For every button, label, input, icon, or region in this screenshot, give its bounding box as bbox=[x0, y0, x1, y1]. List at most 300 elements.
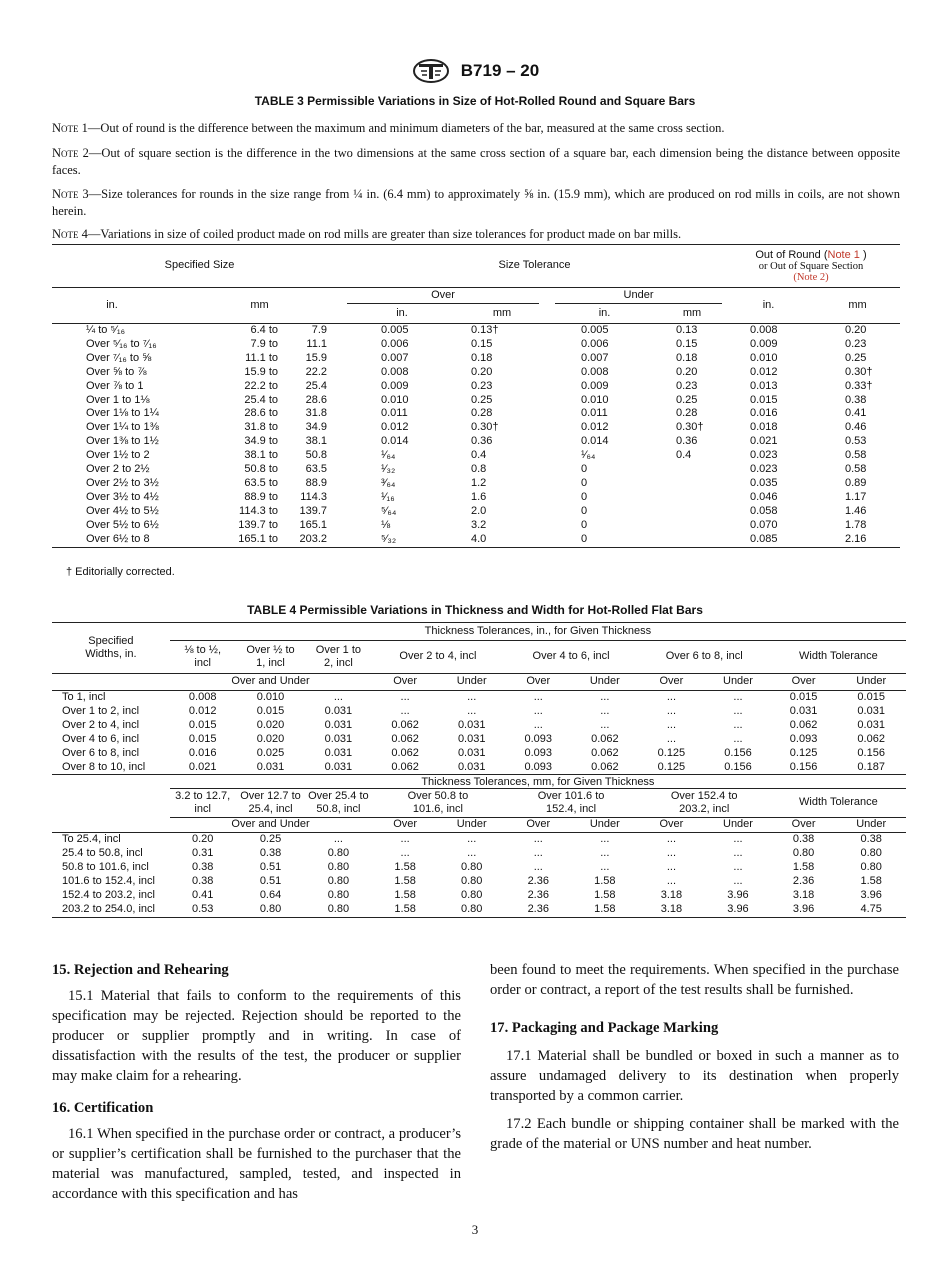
table-cell: 0.80 bbox=[460, 861, 483, 874]
table-cell: ... bbox=[733, 847, 743, 860]
table4-in-span-row bbox=[52, 623, 906, 641]
table-cell: 3.18 bbox=[660, 888, 683, 901]
table-cell: 0.80 bbox=[305, 903, 371, 917]
mm-under: Under bbox=[705, 818, 771, 833]
table-cell: 7.9 bbox=[311, 324, 327, 336]
in-over: Over bbox=[771, 674, 837, 691]
table-cell: 0.30† bbox=[471, 421, 499, 434]
table-cell: To 25.4, incl bbox=[62, 833, 121, 846]
table-cell: 22.2 to bbox=[244, 379, 278, 392]
table-cell: Over ⁷⁄₁₆ to ⅝ bbox=[86, 351, 152, 364]
in-over-and-under: Over and Under bbox=[170, 674, 372, 691]
table-cell: ... bbox=[600, 718, 610, 731]
table-cell: 0.010 bbox=[256, 691, 285, 703]
table-cell bbox=[662, 491, 722, 505]
table-cell: 31.8 bbox=[305, 407, 327, 420]
table-cell: 3.96 bbox=[771, 903, 837, 917]
table-cell: 0.062 bbox=[591, 732, 619, 745]
table-cell: 34.9 bbox=[305, 421, 327, 434]
table-cell bbox=[662, 463, 722, 477]
table-row bbox=[52, 366, 900, 380]
table-cell: 0.015 bbox=[256, 704, 285, 717]
section-16-1-continued: been found to meet the requirements. When specified in the purchase order or contract, a report of the test results shall be furnished. bbox=[490, 962, 899, 998]
table-row bbox=[52, 847, 906, 861]
table-cell: 1.58 bbox=[594, 888, 616, 901]
table-cell: 6.4 to bbox=[250, 324, 278, 336]
table-cell: ... bbox=[666, 861, 676, 874]
table-cell: 0.36 bbox=[471, 435, 493, 448]
table3-note-3 bbox=[52, 186, 900, 220]
table-cell: 63.5 to bbox=[244, 476, 278, 489]
table-cell: ⁵⁄₃₂ bbox=[347, 533, 457, 547]
table-cell: 0.15 bbox=[676, 337, 698, 350]
table-cell: 0.18 bbox=[471, 351, 493, 364]
table-row bbox=[52, 421, 900, 435]
table-cell: 0.020 bbox=[256, 732, 285, 745]
table3-note-4 bbox=[52, 226, 900, 243]
table-cell: ¹⁄₆₄ bbox=[581, 449, 596, 462]
table-cell: 0.010 bbox=[750, 351, 778, 364]
table-cell: 203.2 to 254.0, incl bbox=[52, 903, 170, 917]
table-cell: ... bbox=[400, 847, 410, 860]
col-line: Over 25.4 to bbox=[308, 790, 369, 803]
table-cell: 0.25 bbox=[471, 393, 493, 406]
table-cell: 0.51 bbox=[259, 861, 282, 874]
table-cell: 0.187 bbox=[857, 760, 885, 773]
table-cell: 2.36 bbox=[527, 875, 549, 888]
table-cell bbox=[662, 477, 722, 491]
table-cell: ⅛ bbox=[381, 518, 391, 531]
table-cell: 0.33† bbox=[845, 379, 873, 392]
table-cell: Over 4 to 6, incl bbox=[62, 732, 140, 745]
table-cell: Over ⅝ to ⅞ bbox=[86, 365, 147, 378]
table-cell: 63.5 bbox=[305, 463, 327, 476]
mm-thickness-span-header: Thickness Tolerances, mm, for Given Thickness bbox=[170, 775, 906, 789]
mm-col-3-header bbox=[305, 789, 371, 818]
table-cell: 22.2 bbox=[305, 365, 327, 378]
table-cell: ¼ to ⁵⁄₁₆ bbox=[86, 324, 126, 336]
table-cell: 0.23 bbox=[845, 337, 867, 350]
mm-over: Over bbox=[638, 818, 706, 833]
table-cell: 0.031 bbox=[256, 760, 285, 773]
in-group-2-4-header: Over 2 to 4, incl bbox=[399, 650, 477, 663]
table-cell: ... bbox=[733, 875, 743, 888]
table-cell: 0.89 bbox=[845, 476, 867, 489]
table-cell: 0.015 bbox=[750, 393, 778, 406]
table-row bbox=[52, 491, 900, 505]
table-cell: 0.009 bbox=[750, 337, 778, 350]
table-cell: 0.80 bbox=[236, 903, 306, 917]
table-cell: 3.2 bbox=[471, 518, 487, 531]
in-under: Under bbox=[836, 674, 906, 691]
mm-over: Over bbox=[771, 818, 837, 833]
table-cell: 114.3 to bbox=[239, 504, 278, 517]
in-thickness-span-header: Thickness Tolerances, in., for Given Thickness bbox=[170, 623, 906, 641]
table-cell: 0.005 bbox=[381, 324, 409, 336]
table-cell: 1.78 bbox=[845, 518, 867, 531]
mm-over: Over bbox=[371, 818, 439, 833]
table-cell: 0.031 bbox=[457, 760, 486, 773]
table-cell: ... bbox=[533, 861, 543, 874]
table-cell: 0.031 bbox=[324, 732, 353, 745]
group-line: Over 50.8 to bbox=[407, 790, 469, 803]
empty-cell bbox=[52, 818, 170, 833]
table-cell: 0.80 bbox=[460, 888, 483, 901]
table3-note-2 bbox=[52, 145, 900, 179]
table-cell: 2.0 bbox=[471, 504, 487, 517]
table-cell: 0.062 bbox=[391, 718, 419, 731]
group-line: Over 101.6 to bbox=[537, 790, 605, 803]
table-cell: 0.021 bbox=[188, 760, 217, 773]
table3-subheader-row bbox=[52, 288, 900, 306]
table-row bbox=[52, 324, 900, 338]
col-line: 2, incl bbox=[324, 657, 353, 669]
table-cell: 0.023 bbox=[750, 449, 778, 462]
col-line: 50.8, incl bbox=[316, 803, 361, 816]
note-label: Note 2 bbox=[52, 146, 89, 160]
table-cell: 0 bbox=[547, 533, 662, 547]
table-cell: Over 6½ to 8 bbox=[52, 533, 172, 547]
in-under: Under bbox=[705, 674, 771, 691]
note-1-link[interactable]: Note 1 bbox=[827, 248, 860, 261]
table-cell: 88.9 to bbox=[244, 490, 278, 503]
table-cell: 11.1 to bbox=[245, 351, 278, 364]
table-row bbox=[52, 338, 900, 352]
table-cell: 0.007 bbox=[381, 351, 409, 364]
oor-text: ) bbox=[859, 248, 867, 261]
empty-cell bbox=[52, 789, 170, 818]
table-cell: Over 1⅛ to 1¼ bbox=[86, 407, 159, 420]
table-cell: 165.1 bbox=[299, 518, 327, 531]
table-cell: 0.25 bbox=[845, 351, 867, 364]
table-cell: 3.18 bbox=[792, 888, 815, 901]
note-text: —Out of square section is the difference in the two dimensions at the same cross section of a square bar, each dimension being the distance between opposite faces. bbox=[52, 146, 900, 177]
table-row bbox=[52, 875, 906, 889]
table-cell: 0.015 bbox=[857, 691, 885, 703]
table-row bbox=[52, 889, 906, 903]
oor-text: ( bbox=[793, 271, 797, 283]
table-cell: 1.58 bbox=[594, 875, 616, 888]
table-cell: To 1, incl bbox=[62, 691, 106, 703]
table-cell: 0.13 bbox=[676, 324, 698, 336]
table-cell: 0.41 bbox=[191, 888, 214, 901]
in-col-3-header bbox=[305, 641, 371, 674]
section-17-heading: 17. Packaging and Package Marking bbox=[490, 1020, 719, 1036]
table-cell: 0.38 bbox=[259, 847, 282, 860]
table-cell: 0 bbox=[581, 476, 588, 489]
mm-under: Under bbox=[572, 818, 638, 833]
table-row bbox=[52, 463, 900, 477]
col-line: 25.4, incl bbox=[248, 803, 293, 816]
table-cell: 0.36 bbox=[676, 435, 698, 448]
table-cell: 50.8 to bbox=[244, 463, 278, 476]
table-cell: 0.031 bbox=[857, 718, 885, 731]
table-cell: 28.6 to bbox=[244, 407, 278, 420]
table-cell: ... bbox=[533, 704, 543, 717]
table-cell: 0.011 bbox=[581, 407, 608, 420]
table-cell: Over 1½ to 2 bbox=[86, 449, 150, 462]
table-cell: 0.125 bbox=[657, 760, 686, 773]
note-label: Note 3 bbox=[52, 187, 89, 201]
table-cell: 0.010 bbox=[381, 393, 409, 406]
table-cell: 0.156 bbox=[789, 760, 818, 773]
table-cell: 0.15 bbox=[471, 337, 493, 350]
table-cell: Over 8 to 10, incl bbox=[62, 760, 146, 773]
table4-in-ou-row bbox=[52, 674, 906, 691]
table4-mm-span-row bbox=[52, 775, 906, 789]
in-under: Under bbox=[439, 674, 505, 691]
table-cell: 0.51 bbox=[259, 875, 282, 888]
table-cell: 0.156 bbox=[724, 746, 752, 759]
table-cell: Over ⅞ to 1 bbox=[86, 379, 144, 392]
mm-over-and-under: Over and Under bbox=[170, 818, 372, 833]
mm-group-101-152-header bbox=[505, 789, 638, 818]
section-17-1: 17.1 Material shall be bundled or boxed in such a manner as to assure undamaged delivery to its destination when properly transported by a common carrier. bbox=[490, 1048, 899, 1104]
col-line: 3.2 to 12.7, bbox=[175, 790, 231, 803]
table-cell: 4.0 bbox=[457, 533, 547, 547]
table-cell: 101.6 to 152.4, incl bbox=[62, 875, 155, 888]
table-cell: Over 1 to 1⅛ bbox=[86, 393, 150, 406]
table-cell: 0.53 bbox=[845, 435, 867, 448]
table-cell: 0.20 bbox=[191, 833, 214, 846]
table-cell: 0.006 bbox=[381, 337, 409, 350]
table-cell: ⁵⁄₆₄ bbox=[381, 504, 397, 517]
table-cell: 2.16 bbox=[815, 533, 900, 547]
table-cell: 11.1 bbox=[306, 337, 327, 350]
table-cell: 0.80 bbox=[439, 903, 505, 917]
in-over: Over bbox=[371, 674, 439, 691]
table-cell: Over 1¼ to 1⅜ bbox=[86, 421, 159, 434]
table-cell: ... bbox=[666, 704, 676, 717]
table-cell: 0.80 bbox=[327, 888, 350, 901]
over-label: Over bbox=[347, 289, 539, 304]
table-cell: 0.38 bbox=[191, 861, 214, 874]
right-column bbox=[490, 960, 899, 1154]
group-line: 101.6, incl bbox=[412, 803, 463, 816]
table-cell: ... bbox=[733, 718, 743, 731]
table-cell: 1.46 bbox=[845, 504, 867, 517]
table-cell: ... bbox=[333, 691, 343, 703]
table-cell: 0.008 bbox=[188, 691, 217, 703]
table-cell: 1.17 bbox=[845, 490, 867, 503]
mm-col-1-header bbox=[170, 789, 236, 818]
empty-cell bbox=[52, 775, 170, 789]
table-cell: 0.46 bbox=[845, 421, 867, 434]
table-cell: 38.1 to bbox=[244, 449, 278, 462]
note-2-link[interactable]: Note 2 bbox=[796, 271, 826, 283]
table-cell: 0.30† bbox=[676, 421, 704, 434]
table-cell: Over 4½ to 5½ bbox=[86, 504, 159, 517]
table-cell: 0.031 bbox=[457, 718, 486, 731]
out-of-round-line-3 bbox=[722, 272, 900, 283]
table-cell: 0.156 bbox=[724, 760, 752, 773]
table-cell: 0.012 bbox=[581, 421, 609, 434]
table-row bbox=[52, 861, 906, 875]
oor-text: ) bbox=[825, 271, 829, 283]
table-cell: 0.53 bbox=[170, 903, 236, 917]
table-cell: ³⁄₆₄ bbox=[381, 476, 396, 489]
section-17-2: 17.2 Each bundle or shipping container shall be marked with the grade of the material or UNS number and heat number. bbox=[490, 1116, 899, 1152]
out-of-round-header bbox=[722, 245, 900, 288]
group-line: 152.4, incl bbox=[545, 803, 597, 816]
table-cell: 0.80 bbox=[327, 861, 350, 874]
table-cell: 3.96 bbox=[727, 888, 749, 901]
section-15-heading: 15. Rejection and Rehearing bbox=[52, 962, 229, 978]
table-cell: 0.062 bbox=[591, 760, 619, 773]
table-cell: 0.031 bbox=[857, 704, 885, 717]
table-cell: 2.36 bbox=[792, 875, 815, 888]
table-cell: ... bbox=[533, 718, 543, 731]
col-line: incl bbox=[194, 657, 211, 669]
table4-mm-group-row bbox=[52, 789, 906, 818]
standard-designation: B719 – 20 bbox=[460, 61, 540, 80]
table-row bbox=[52, 394, 900, 408]
table-cell: 0.4 bbox=[676, 449, 692, 462]
table-cell: 0.085 bbox=[722, 533, 815, 547]
under-header bbox=[547, 288, 722, 306]
table-cell: ... bbox=[400, 704, 410, 717]
table-cell: 0.80 bbox=[792, 847, 815, 860]
table-cell: 0.012 bbox=[188, 704, 217, 717]
mm-group-152-203-header bbox=[638, 789, 771, 818]
table-cell: 0.046 bbox=[750, 490, 778, 503]
table-cell: 1.58 bbox=[394, 888, 416, 901]
table-cell: 0.006 bbox=[581, 337, 609, 350]
table-cell: 165.1 to bbox=[172, 533, 282, 547]
table-row bbox=[52, 691, 906, 705]
table-cell: 38.1 bbox=[305, 435, 327, 448]
table-cell: 2.36 bbox=[527, 888, 549, 901]
table-cell: 0.015 bbox=[789, 691, 818, 703]
table-cell: 0.41 bbox=[845, 407, 867, 420]
table-cell: 0.125 bbox=[789, 746, 818, 759]
oor-in-header: in. bbox=[722, 288, 815, 324]
table-cell: 0.008 bbox=[750, 324, 778, 336]
table-cell: 25.4 bbox=[305, 379, 327, 392]
note-label: Note 1 bbox=[52, 121, 88, 135]
in-over: Over bbox=[505, 674, 573, 691]
table4-in-group-row bbox=[52, 641, 906, 674]
table-row bbox=[52, 733, 906, 747]
table-cell: ... bbox=[733, 732, 743, 745]
mm-header: mm bbox=[172, 288, 347, 324]
table-cell: 1.58 bbox=[572, 903, 638, 917]
table-cell: ... bbox=[733, 833, 743, 846]
table-cell: 0.007 bbox=[581, 351, 609, 364]
table-row bbox=[52, 903, 906, 917]
mm-over: Over bbox=[505, 818, 573, 833]
table-row bbox=[52, 449, 900, 463]
table-cell: 0.018 bbox=[750, 421, 778, 434]
table-cell: 0.13† bbox=[471, 324, 499, 336]
table-cell: ... bbox=[666, 875, 676, 888]
table-cell: ... bbox=[733, 691, 743, 703]
section-16-heading: 16. Certification bbox=[52, 1100, 154, 1116]
table-cell: ... bbox=[600, 833, 610, 846]
table-cell: 0.20 bbox=[471, 365, 493, 378]
specified-widths-header bbox=[52, 623, 170, 674]
table-cell: 0.093 bbox=[524, 746, 553, 759]
table-cell: ¹⁄₆₄ bbox=[381, 449, 396, 462]
table-cell: 0.011 bbox=[381, 407, 408, 420]
group-line: Over 152.4 to bbox=[670, 790, 738, 803]
in-header: in. bbox=[52, 288, 172, 324]
note-text: —Variations in size of coiled product made on rod mills are greater than size tolerances for product made on bar mills. bbox=[87, 227, 682, 241]
table-cell: Over 3½ to 4½ bbox=[86, 490, 159, 503]
table-cell: 0.014 bbox=[381, 435, 409, 448]
table-cell: 0.38 bbox=[845, 393, 867, 406]
table-cell: 0.031 bbox=[324, 704, 353, 717]
table-cell: 3.96 bbox=[860, 888, 882, 901]
table-cell: 1.58 bbox=[371, 903, 439, 917]
table3-title: TABLE 3 Permissible Variations in Size of Hot-Rolled Round and Square Bars bbox=[254, 94, 696, 108]
table-cell: 1.6 bbox=[471, 490, 487, 503]
table-cell: 50.8 to 101.6, incl bbox=[62, 861, 149, 874]
table-cell: ¹⁄₃₂ bbox=[381, 463, 396, 476]
table-cell: 0.38 bbox=[860, 833, 882, 846]
table-cell: Over ⁵⁄₁₆ to ⁷⁄₁₆ bbox=[86, 337, 157, 350]
table-cell: Over 2 to 4, incl bbox=[62, 718, 140, 731]
astm-logo-icon bbox=[411, 58, 451, 84]
out-of-square-line: or Out of Square Section bbox=[758, 260, 864, 272]
table-cell: 0.025 bbox=[256, 746, 285, 759]
table-cell: 0.009 bbox=[381, 379, 409, 392]
table-cell: 139.7 to bbox=[238, 518, 278, 531]
table-cell: 1.58 bbox=[792, 861, 815, 874]
table4-title: TABLE 4 Permissible Variations in Thickness and Width for Hot-Rolled Flat Bars bbox=[247, 603, 703, 617]
table-cell: 0.009 bbox=[581, 379, 609, 392]
table-cell: ... bbox=[666, 732, 676, 745]
specified-size-header: Specified Size bbox=[52, 245, 347, 288]
table-cell: 0.062 bbox=[391, 746, 419, 759]
table-cell: 0.062 bbox=[391, 732, 419, 745]
table-cell: 0.20 bbox=[845, 324, 867, 336]
table-cell: 0.012 bbox=[381, 421, 409, 434]
table-cell: ... bbox=[467, 833, 477, 846]
table-row bbox=[52, 435, 900, 449]
table-cell: 0.156 bbox=[857, 746, 885, 759]
note-text: —Size tolerances for rounds in the size range from ¼ in. (6.4 mm) to approximately ⅝ in. (15.9 mm), which are produced on rod mills in coils, are not shown herein. bbox=[52, 187, 901, 218]
table-cell: 0.64 bbox=[259, 888, 282, 901]
table-cell: ... bbox=[467, 847, 477, 860]
table-cell: 152.4 to 203.2, incl bbox=[62, 888, 155, 901]
table-cell: 0.005 bbox=[581, 324, 609, 336]
table-cell: 0.013 bbox=[750, 379, 778, 392]
in-under: Under bbox=[572, 674, 638, 691]
document-header bbox=[0, 58, 950, 84]
table-cell: 139.7 bbox=[299, 504, 327, 517]
in-over: Over bbox=[638, 674, 706, 691]
table-cell: 50.8 bbox=[305, 449, 327, 462]
table-cell: 0.58 bbox=[845, 463, 867, 476]
table-cell: 0.80 bbox=[860, 847, 882, 860]
table-cell: 1.58 bbox=[394, 875, 416, 888]
table-cell: 0.070 bbox=[750, 518, 778, 531]
table-cell bbox=[662, 505, 722, 519]
table-row bbox=[52, 407, 900, 421]
col-line: 1, incl bbox=[256, 657, 285, 669]
in-width-tolerance-header: Width Tolerance bbox=[799, 650, 878, 663]
section-15-1: 15.1 Material that fails to conform to the requirements of this specification may be rejected. Rejection should be reported to the producer or supplier promptly and in writing. In case of dissatisfaction with the results of the test, the producer or supplier may make claim for a rehearing. bbox=[52, 988, 461, 1084]
left-column bbox=[52, 960, 461, 1204]
table-cell: 0.010 bbox=[581, 393, 609, 406]
table3-header-row bbox=[52, 245, 900, 288]
mm-group-50-101-header bbox=[371, 789, 504, 818]
table-cell: 0.058 bbox=[750, 504, 778, 517]
table-cell: ... bbox=[733, 861, 743, 874]
table-cell: ... bbox=[600, 704, 610, 717]
table-cell: 0.021 bbox=[750, 435, 778, 448]
